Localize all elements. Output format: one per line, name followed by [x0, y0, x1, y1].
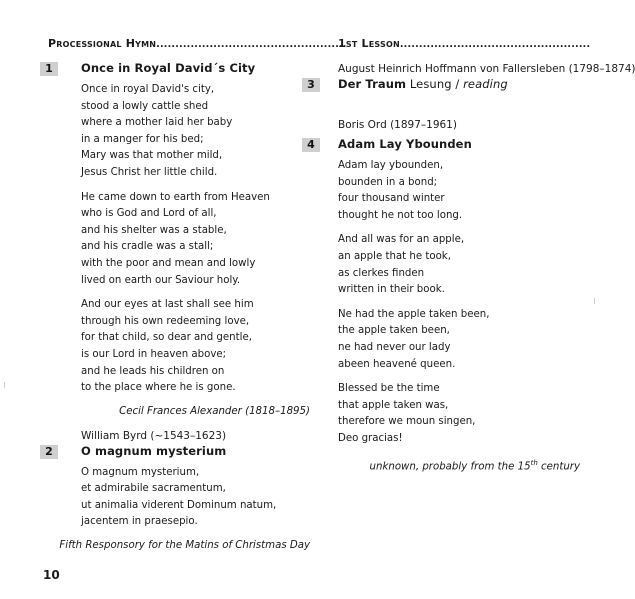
section-heading-lesson: [310, 37, 591, 50]
lyric-line: lived on earth our Saviour holy.: [81, 274, 241, 286]
lyric-line: Jesus Christ her little child.: [81, 166, 218, 178]
track-number-badge: 3: [302, 78, 320, 92]
track-title-text: Der Traum: [338, 77, 407, 91]
track-title: O magnum mysterium: [81, 443, 227, 458]
track-4-header: [307, 137, 580, 154]
lyric-line: for that child, so dear and gentle,: [81, 332, 252, 344]
stanza: [338, 232, 580, 298]
section-heading-leader: ..................................................: [156, 39, 347, 50]
lyric-line: and he leads his children on: [81, 365, 225, 377]
crop-mark: [4, 382, 5, 388]
track-title: Once in Royal David´s City: [81, 61, 256, 75]
lyric-line: And our eyes at last shall see him: [81, 299, 254, 311]
lyric-line: as clerkes finden: [338, 267, 425, 279]
lyric-line: stood a lowly cattle shed: [81, 100, 209, 112]
lyric-line: abeen heavené queen.: [338, 358, 456, 370]
track-1-header: [45, 61, 310, 78]
lyric-line: O magnum mysterium,: [81, 466, 200, 478]
track-2-header: [45, 443, 310, 461]
track-title: Adam Lay Ybounden: [338, 137, 472, 151]
lyric-line: written in their book.: [338, 284, 445, 296]
stanza: [338, 158, 580, 224]
track-title-sub-italic: reading: [463, 77, 508, 91]
page-number: 10: [43, 568, 60, 582]
track-4-lyrics: [310, 158, 580, 448]
text-credit: [310, 456, 580, 474]
track-3-header: [307, 77, 580, 94]
lyric-line: through his own redeeming love,: [81, 315, 250, 327]
lyric-line: ut animalia viderent Dominum natum,: [81, 499, 277, 511]
lyric-line: that apple taken was,: [338, 399, 449, 411]
stanza: [81, 297, 310, 397]
lyric-line: et admirabile sacramentum,: [81, 483, 226, 495]
lyric-line: Blessed be the time: [338, 383, 440, 395]
composer-line: August Heinrich Hoffmann von Fallersleben (1798–1874): [338, 63, 635, 75]
lyric-line: Mary was that mother mild,: [81, 150, 223, 162]
lyric-line: and his cradle was a stall;: [81, 241, 214, 253]
lyric-line: Adam lay ybounden,: [338, 160, 444, 171]
track-number-badge: 4: [302, 138, 320, 152]
lyric-line: He came down to earth from Heaven: [81, 191, 270, 203]
stanza: [81, 82, 310, 182]
crop-mark: [594, 298, 595, 304]
track-number-badge: 2: [40, 445, 58, 459]
text-credit: Fifth Responsory for the Matins of Christmas Day: [59, 540, 310, 552]
composer-line: Boris Ord (1897–1961): [338, 119, 457, 131]
lyric-line: And all was for an apple,: [338, 234, 465, 246]
lyric-line: in a manger for his bed;: [81, 133, 204, 145]
lyric-line: is our Lord in heaven above;: [81, 348, 227, 360]
lyric-line: with the poor and mean and lowly: [81, 257, 256, 269]
lyric-line: and his shelter was a stable,: [81, 224, 227, 236]
track-number-badge: 1: [40, 62, 58, 76]
left-column: [45, 37, 347, 553]
section-heading-leader: ..................................................: [399, 39, 591, 50]
lyric-line: Deo gracias!: [338, 432, 403, 444]
lyric-line: thought he not too long.: [338, 209, 463, 221]
section-heading-processional: [48, 37, 347, 50]
lyric-line: who is God and Lord of all,: [81, 208, 217, 220]
right-column: [307, 37, 635, 474]
lyric-line: Once in royal David's city,: [81, 84, 215, 95]
lyric-line: jacentem in praesepio.: [81, 516, 198, 528]
track-2-lyrics: [48, 465, 310, 531]
section-heading-label: Processional Hymn: [48, 37, 157, 50]
stanza: [81, 190, 310, 290]
section-heading-label: 1st Lesson: [338, 37, 400, 50]
track-title: [338, 77, 508, 91]
lyric-line: therefore we moun singen,: [338, 416, 476, 428]
credit-text: unknown, probably from the 15: [369, 460, 531, 472]
lyric-line: bounden in a bond;: [338, 176, 438, 188]
lyric-line: to the place where he is gone.: [81, 382, 236, 394]
lyric-line: where a mother laid her baby: [81, 117, 233, 129]
lyric-line: ne had never our lady: [338, 341, 451, 353]
lyric-line: an apple that he took,: [338, 250, 451, 262]
track-title-sub: Lesung /: [406, 77, 464, 91]
composer-line: William Byrd (~1543–1623): [81, 429, 227, 442]
lyric-line: four thousand winter: [338, 193, 445, 205]
lyric-line: the apple taken been,: [338, 325, 450, 337]
credit-text-tail: century: [537, 460, 580, 472]
text-credit: Cecil Frances Alexander (1818–1895): [119, 405, 310, 417]
credit-superscript: th: [530, 458, 538, 467]
stanza: [81, 465, 310, 531]
track-1-lyrics: [48, 82, 310, 397]
stanza: [338, 381, 580, 447]
lyric-line: Ne had the apple taken been,: [338, 308, 490, 320]
stanza: [338, 307, 580, 373]
